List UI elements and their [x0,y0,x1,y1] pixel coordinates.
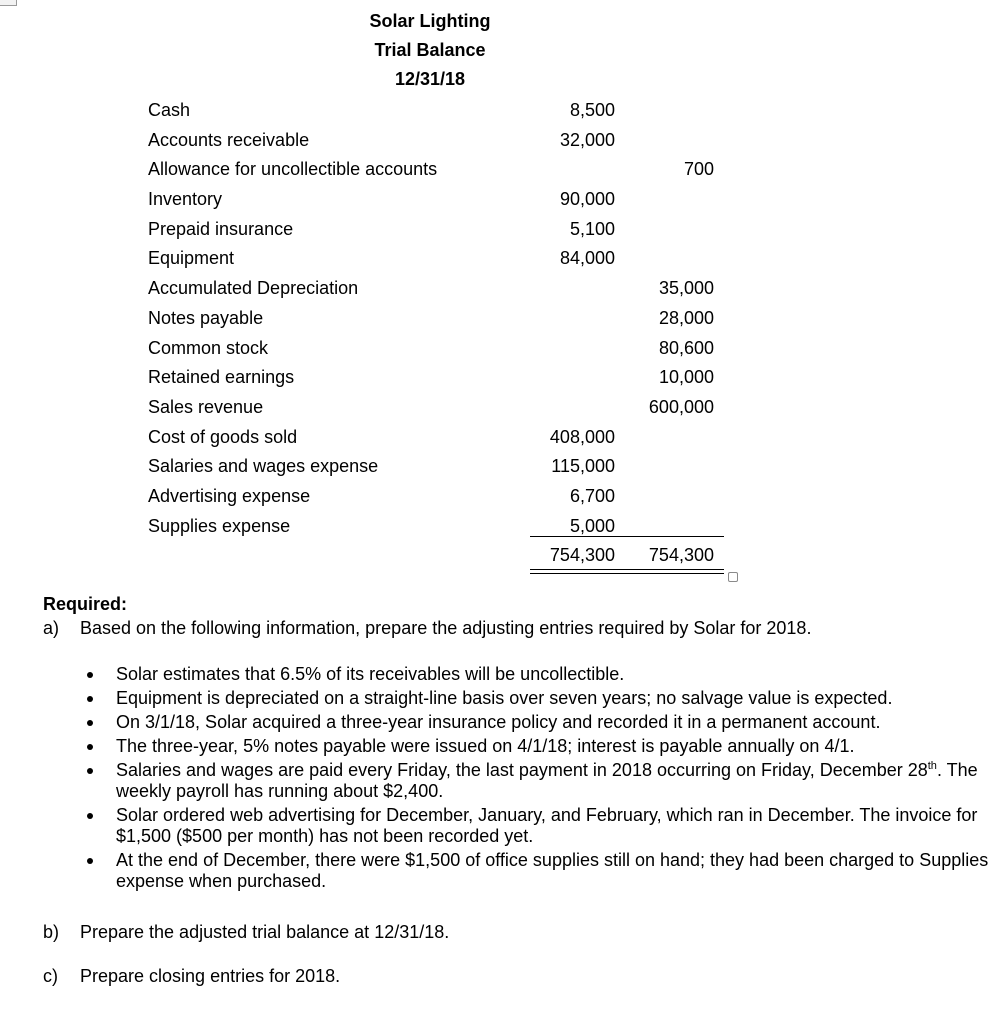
tb-row [148,393,728,423]
bullet-dot-icon [87,768,93,774]
bullet-text: Solar ordered web advertising for December, January, and February, which ran in December. The invoice for $1,500 ($500 per month) has not been recorded yet. [116,805,978,846]
bullet-dot-icon [87,858,93,864]
info-bullet [76,712,996,733]
totals-row [532,542,720,568]
part-a-text: Based on the following information, prepare the adjusting entries required by Solar for 2018. [80,618,812,638]
info-bullet [76,688,996,709]
bullet-dot-icon [87,672,93,678]
tb-row [148,96,728,126]
account-name: Advertising expense [148,485,311,506]
bullet-text: Equipment is depreciated on a straight-line basis over seven years; no salvage value is expected. [116,688,893,708]
credit-amount: 35,000 [658,278,714,299]
account-name: Inventory [148,189,223,210]
ordinal-suffix: th [927,760,937,772]
part-b-text: Prepare the adjusted trial balance at 12/31/18. [80,922,450,942]
bullet-dot-icon [87,744,93,750]
page-corner-mark [0,0,17,6]
debit-amount: 115,000 [551,456,615,477]
total-debit: 754,300 [549,545,615,565]
credit-amount: 80,600 [658,337,714,358]
tb-row [148,185,728,215]
tb-row [148,155,728,185]
debit-amount: 408,000 [549,426,615,447]
account-name: Cost of goods sold [148,426,298,447]
company-name: Solar Lighting [369,11,491,31]
part-a [43,618,811,639]
statement-title: Trial Balance [374,40,486,60]
info-bullet [76,805,996,847]
debit-amount: 90,000 [559,189,615,210]
info-bullet [76,664,996,685]
trial-balance-table [148,96,728,541]
debit-amount: 8,500 [569,100,615,120]
credit-amount: 700 [683,159,714,180]
account-name: Cash [148,100,191,120]
total-double-rule [530,569,724,574]
account-name: Prepaid insurance [148,218,294,239]
part-c-text: Prepare closing entries for 2018. [80,966,341,986]
tb-row [148,452,728,482]
bullet-dot-icon [87,813,93,819]
info-bullet [76,850,996,892]
info-bullet [76,760,996,802]
bullet-dot-icon [87,720,93,726]
tb-row [148,244,728,274]
account-name: Sales revenue [148,396,264,417]
tb-row [148,304,728,334]
bullet-text: The three-year, 5% notes payable were issued on 4/1/18; interest is payable annually on 4/1. [116,736,855,756]
part-a-label: a) [43,618,60,638]
table-resize-handle[interactable] [728,572,738,582]
statement-date: 12/31/18 [394,69,466,89]
info-bullet [76,736,996,757]
adjustment-info-list [76,664,996,895]
statement-header [330,8,530,95]
credit-amount: 28,000 [658,307,714,328]
total-credit: 754,300 [648,545,714,565]
account-name: Supplies expense [148,515,291,536]
credit-amount: 10,000 [658,367,714,388]
bullet-text: Solar estimates that 6.5% of its receivables will be uncollectible. [116,664,625,684]
debit-amount: 32,000 [559,129,615,150]
part-b [43,922,449,943]
part-b-label: b) [43,922,60,942]
tb-row [148,363,728,393]
bullet-text-cont: . The weekly payroll has running about $2,400. [116,760,978,801]
credit-amount: 600,000 [648,396,714,417]
debit-amount: 6,700 [569,485,615,506]
tb-row [148,334,728,364]
account-name: Notes payable [148,307,264,328]
debit-amount: 5,000 [569,515,615,536]
tb-row [148,126,728,156]
bullet-dot-icon [87,696,93,702]
part-c-label: c) [43,966,58,986]
debit-amount: 5,100 [569,218,615,239]
account-name: Salaries and wages expense [148,456,379,477]
part-c [43,966,340,987]
debit-amount: 84,000 [559,248,615,269]
bullet-text: On 3/1/18, Solar acquired a three-year insurance policy and recorded it in a permanent account. [116,712,881,732]
required-heading: Required: [43,594,128,614]
tb-row [148,274,728,304]
tb-row [148,215,728,245]
bullet-text: Salaries and wages are paid every Friday, the last payment in 2018 occurring on Friday, December 28 [116,760,928,780]
account-name: Equipment [148,248,235,269]
bullet-text: At the end of December, there were $1,500 of office supplies still on hand; they had been charged to Supplies expense when purchased. [116,850,989,891]
account-name: Accounts receivable [148,129,310,150]
account-name: Common stock [148,337,269,358]
account-name: Allowance for uncollectible accounts [148,159,438,180]
account-name: Retained earnings [148,367,295,388]
account-name: Accumulated Depreciation [148,278,359,299]
subtotal-rule [530,536,724,537]
tb-row [148,423,728,453]
tb-row [148,482,728,512]
